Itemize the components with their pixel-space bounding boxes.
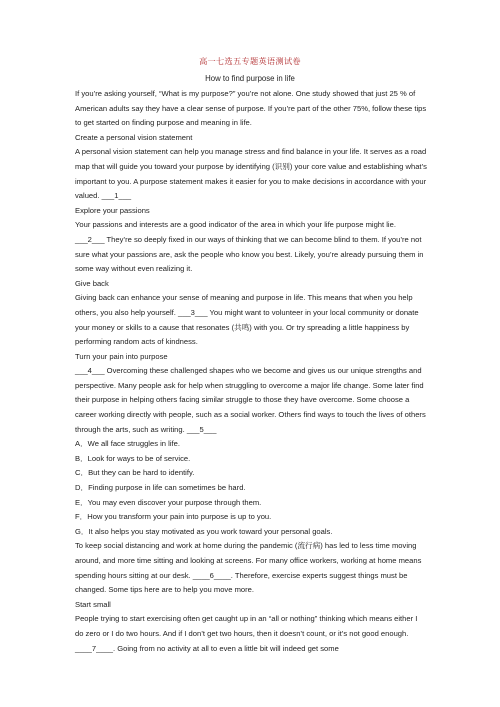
pain-paragraph: ___4___ Overcoming these challenged shapes who we become and gives us our unique strengths and perspective. Many people ask for help when struggling to overcome a major life change. Some later find their purpose in helping others facing similar struggle to those they have overcome. Some choose a career working directly with people, such as a social worker. Others find ways to touch the lives of others through the arts, such as writing. ___5___ [75,366,426,434]
second-passage-intro: To keep social distancing and work at home during the pandemic (流行病) has led to less time moving around, and more time sitting and looking at screens. For many office workers, working at home means spending hours sitting at our desk. ____6____. Therefore, exercise experts suggest things must be changed. Some tips here are to help you move more. [75,541,422,595]
section-heading-passions: Explore your passions [75,205,150,215]
intro-paragraph: If you’re asking yourself, “What is my purpose?” you’re not alone. One study showed that just 25 % of American adults say they have a clear sense of purpose. If you’re part of the other 75%, follow these tips to get started on finding purpose and meaning in life. [75,89,427,128]
option-e: E．You may even discover your purpose through them. [75,497,262,507]
vision-paragraph: A personal vision statement can help you manage stress and find balance in your life. It serves as a road map that will guide you toward your purpose by identifying (识别) your core value and establishing what’s important to you. A purpose statement makes it easier for you to make decisions in accordance with your valued. ___1___ [75,147,427,201]
passage-title: How to find purpose in life [205,74,295,83]
option-c: C．But they can be hard to identify. [75,468,195,478]
section-heading-vision: Create a personal vision statement [75,132,193,142]
document-body [75,87,427,656]
option-g: G．It also helps you stay motivated as you work toward your personal goals. [75,526,333,536]
give-back-paragraph: Giving back can enhance your sense of meaning and purpose in life. This means that when you help others, you also help yourself. ___3___ You might want to volunteer in your local community or donate your money or skills to a cause that resonates (共鸣) with you. Or try spreading a little happiness by performing random acts of kindness. [75,293,419,347]
option-a: A．We all face struggles in life. [75,439,180,449]
section-heading-give-back: Give back [75,278,109,288]
section-heading-pain: Turn your pain into purpose [75,351,168,361]
document-title: 高一七选五专题英语测试卷 [199,56,301,66]
option-d: D．Finding purpose in life can sometimes be hard. [75,483,246,493]
start-small-paragraph: People trying to start exercising often get caught up in an “all or nothing” thinking which means either I do zero or I do two hours. And if I don’t get two hours, then it doesn’t count, or it’s not good enough. ____7____. Going from no activity at all to even a little bit will indeed get some [75,614,418,653]
section-heading-start-small: Start small [75,599,111,609]
option-f: F．How you transform your pain into purpose is up to you. [75,512,272,522]
option-b: B．Look for ways to be of service. [75,453,191,463]
passions-paragraph: Your passions and interests are a good indicator of the area in which your life purpose might lie. ___2___ They’re so deeply fixed in our ways of thinking that we can become blind to them. If you’re not sure what your passions are, ask the people who know you best. Likely, you’re already pursuing them in some way without even realizing it. [75,220,424,274]
